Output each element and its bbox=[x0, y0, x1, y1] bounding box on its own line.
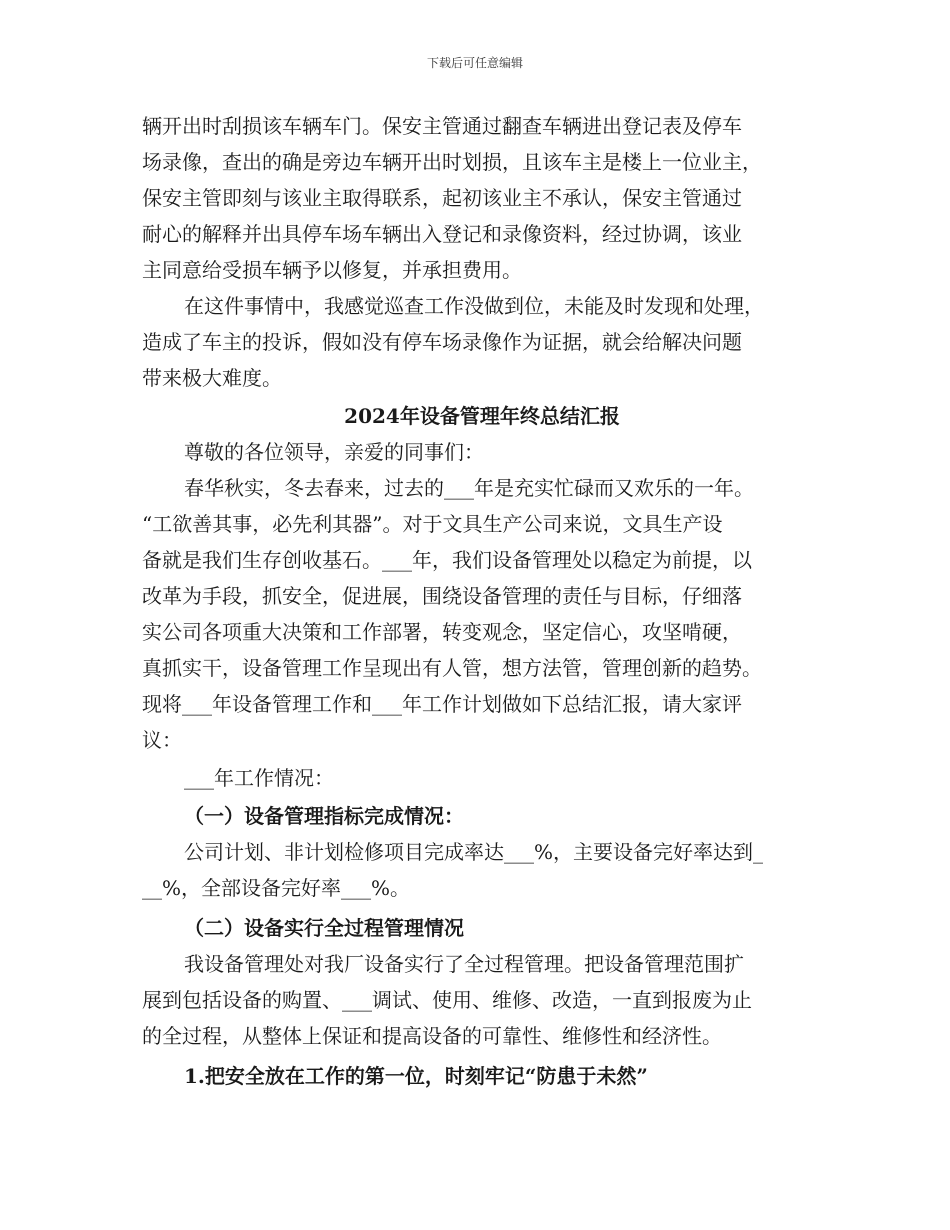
text-line: 公司计划、非计划检修项目完成率达___%，主要设备完好率达到_ bbox=[184, 840, 764, 864]
text-line: 在这件事情中，我感觉巡查工作没做到位，未能及时发现和处理， bbox=[184, 294, 764, 318]
text-line: __%，全部设备完好率___%。 bbox=[142, 876, 411, 900]
text-line: 展到包括设备的购置、___调试、使用、维修、改造，一直到报废为止 bbox=[142, 988, 752, 1012]
text-line: 辆开出时刮损该车辆车门。保安主管通过翻查车辆进出登记表及停车 bbox=[142, 114, 742, 138]
section-heading-lifecycle: （二）设备实行全过程管理情况 bbox=[184, 916, 464, 940]
text-line: 带来极大难度。 bbox=[142, 366, 282, 390]
text-line: “工欲善其事，必先利其器”。对于文具生产公司来说，文具生产设 bbox=[142, 512, 723, 536]
text-line: 场录像，查出的确是旁边车辆开出时划损，且该车主是楼上一位业主， bbox=[142, 150, 762, 174]
paragraph-indicators bbox=[142, 834, 822, 906]
document-body bbox=[142, 108, 822, 1094]
paragraph-reflection bbox=[142, 288, 822, 396]
section-heading-indicators: （一）设备管理指标完成情况： bbox=[184, 804, 464, 828]
report-title: 2024年设备管理年终总结汇报 bbox=[344, 404, 620, 428]
greeting: 尊敬的各位领导，亲爱的同事们： bbox=[184, 440, 484, 464]
text-line: 我设备管理处对我厂设备实行了全过程管理。把设备管理范围扩 bbox=[184, 952, 744, 976]
text-line: 春华秋实，冬去春来，过去的___年是充实忙碌而又欢乐的一年。 bbox=[184, 476, 754, 500]
text-line: 主同意给受损车辆予以修复，并承担费用。 bbox=[142, 258, 522, 282]
subheading-safety: 1.把安全放在工作的第一位，时刻牢记“防患于未然” bbox=[184, 1064, 648, 1088]
text-line: 耐心的解释并出具停车场车辆出入登记和录像资料，经过协调，该业 bbox=[142, 222, 742, 246]
text-line: 改革为手段，抓安全，促进展，围绕设备管理的责任与目标，仔细落 bbox=[142, 584, 742, 608]
text-line: 备就是我们生存创收基石。___年，我们设备管理处以稳定为前提，以 bbox=[142, 548, 752, 572]
text-line: 造成了车主的投诉，假如没有停车场录像作为证据，就会给解决问题 bbox=[142, 330, 742, 354]
text-line: 的全过程，从整体上保证和提高设备的可靠性、维修性和经济性。 bbox=[142, 1024, 722, 1048]
text-line: 议： bbox=[142, 728, 182, 752]
work-status-heading: ___年工作情况： bbox=[184, 766, 334, 790]
text-line: 实公司各项重大决策和工作部署，转变观念，坚定信心，攻坚啃硬， bbox=[142, 620, 742, 644]
paragraph-lifecycle bbox=[142, 946, 822, 1054]
text-line: 保安主管即刻与该业主取得联系，起初该业主不承认，保安主管通过 bbox=[142, 186, 742, 210]
paragraph-parking-incident bbox=[142, 108, 822, 288]
paragraph-introduction bbox=[142, 470, 822, 758]
text-line: 真抓实干，设备管理工作呈现出有人管，想方法管，管理创新的趋势。 bbox=[142, 656, 762, 680]
text-line: 现将___年设备管理工作和___年工作计划做如下总结汇报，请大家评 bbox=[142, 692, 742, 716]
page-header: 下载后可任意编辑 bbox=[426, 56, 523, 70]
